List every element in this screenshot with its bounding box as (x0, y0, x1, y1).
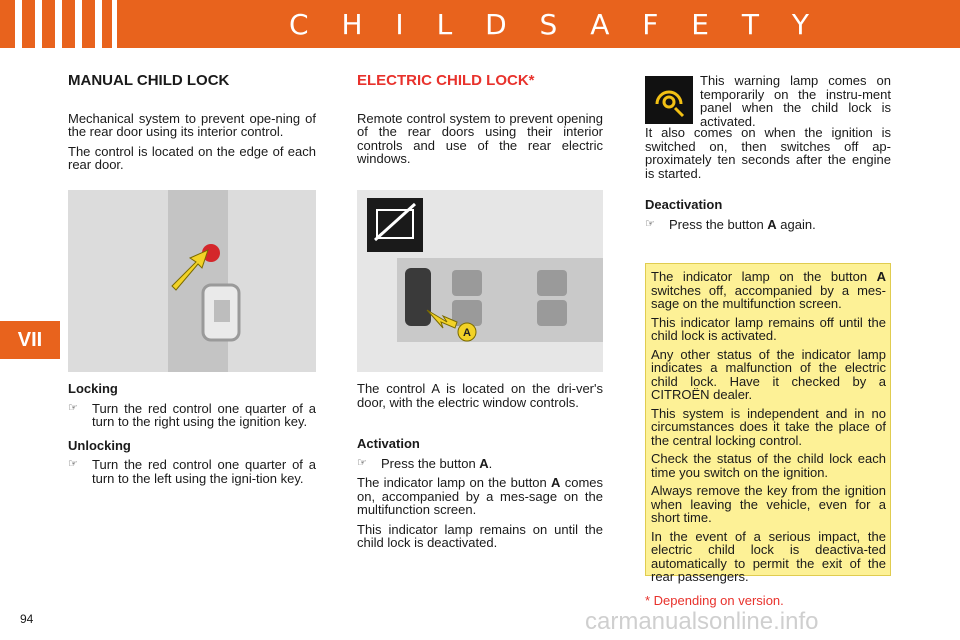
footnote: * Depending on version. (645, 593, 784, 608)
deactivation-item (645, 218, 891, 232)
unlocking-item (68, 458, 316, 485)
note-p5: Check the status of the child lock each time you switch on the ignition. (651, 451, 886, 480)
electric-p2: The control A is located on the dri-ver's door, with the electric window controls. (357, 381, 603, 410)
activation-heading: Activation (357, 436, 420, 451)
activation-item (357, 457, 603, 471)
locking-text: Turn the red control one quarter of a turn to the right using the ignition key. (92, 400, 316, 429)
page-header (0, 0, 960, 48)
door-edge-illustration (68, 190, 316, 372)
header-stripe (35, 0, 42, 48)
note-p6: Always remove the key from the ignition when leaving the vehicle, even for a short time. (651, 483, 886, 525)
deactivation-text: Press the button A again. (669, 216, 816, 232)
pointing-hand-icon: ☞ (68, 401, 78, 414)
manual-p2: The control is located on the edge of each rear door. (68, 143, 316, 172)
activation-p2: This indicator lamp remains on until the child lock is deactivated. (357, 521, 603, 550)
watermark: carmanualsonline.info (585, 608, 819, 635)
info-note-box (645, 263, 891, 584)
note-p3: Any other status of the indicator lamp indicates a malfunction of the electric child lock. Have it checked by a CITROËN dealer. (651, 346, 886, 402)
window-controls-illustration (357, 190, 603, 372)
activation-p1: The indicator lamp on the button A comes on, accompanied by a mes-sage on the multifunction screen. (357, 475, 604, 517)
manual-heading: MANUAL CHILD LOCK (68, 72, 230, 89)
header-stripe (95, 0, 102, 48)
electric-p1: Remote control system to prevent opening of the rear doors using their interior controls and use of the rear electric windows. (357, 110, 603, 166)
header-stripe (75, 0, 82, 48)
page-number: 94 (20, 612, 34, 626)
manual-section (68, 74, 316, 178)
activation-text: Press the button A. (381, 455, 493, 471)
deactivation-section (645, 126, 891, 237)
manual-instructions (68, 382, 316, 491)
note-p4: This system is independent and in no circumstances does it take the place of the central locking control. (651, 405, 886, 448)
note-p1: The indicator lamp on the button A switches off, accompanied by a mes-sage on the multifunction screen. (651, 269, 886, 311)
electric-section (357, 74, 603, 172)
header-stripe (15, 0, 22, 48)
note-p7: In the event of a serious impact, the electric child lock is deactiva-ted automatically to permit the exit of the rear passengers. (651, 528, 886, 584)
right-p1: It also comes on when the ignition is switched on, then switches off ap-proximately ten seconds after the engine is started. (645, 125, 891, 181)
page-title: C H I L D S A F E T Y (289, 8, 821, 41)
locking-heading: Locking (68, 381, 118, 396)
warning-lamp-icon (645, 76, 693, 124)
note-p2: This indicator lamp remains off until the child lock is activated. (651, 314, 886, 343)
header-stripe (55, 0, 62, 48)
window-controls-photo (357, 190, 603, 372)
chapter-tab[interactable]: VII (0, 321, 60, 359)
child-lock-photo (68, 190, 316, 372)
button-a (405, 268, 431, 326)
electric-heading: ELECTRIC CHILD LOCK* (357, 72, 535, 89)
deactivation-heading: Deactivation (645, 197, 723, 212)
pointing-hand-icon: ☞ (645, 217, 655, 230)
unlocking-heading: Unlocking (68, 437, 131, 453)
manual-p1: Mechanical system to prevent ope-ning of the rear door using its interior control. (68, 110, 316, 139)
electric-instructions (357, 382, 603, 556)
unlocking-text: Turn the red control one quarter of a turn to the left using the igni-tion key. (92, 457, 316, 486)
label-a: A (463, 327, 471, 339)
pointing-hand-icon: ☞ (357, 456, 367, 469)
pointing-hand-icon: ☞ (68, 458, 78, 470)
header-stripe (112, 0, 117, 48)
locking-item (68, 402, 316, 429)
lamp-text: This warning lamp comes on temporarily on the instru-ment panel when the child lock is activated. (700, 73, 891, 129)
